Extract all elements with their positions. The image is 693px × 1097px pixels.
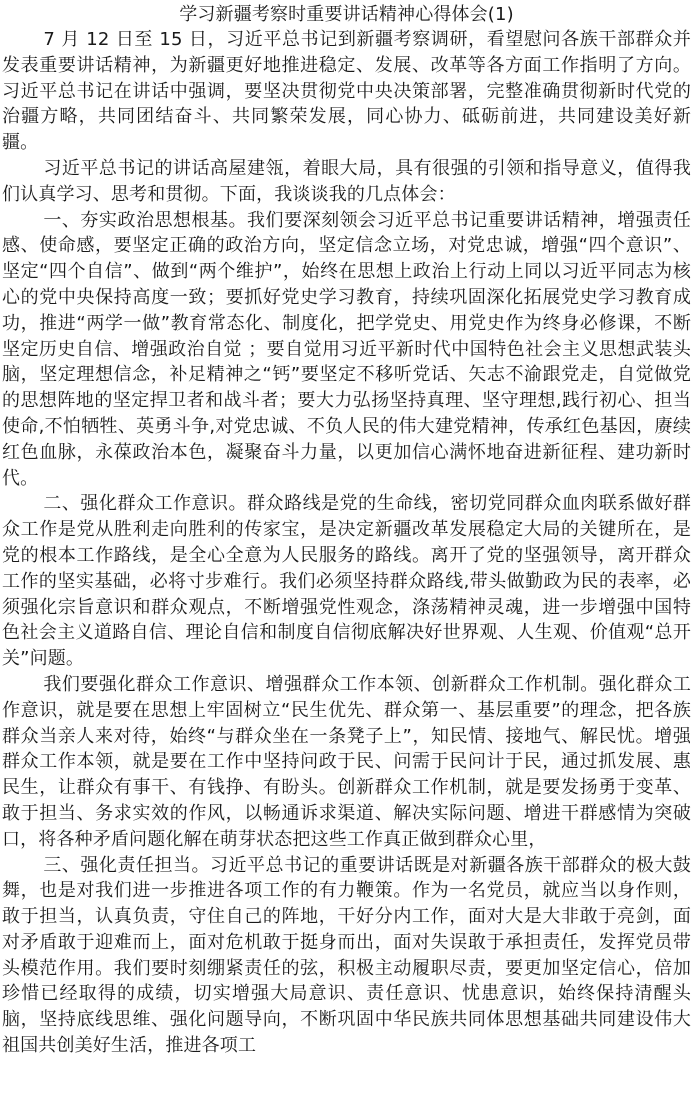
- paragraph-intro: 7 月 12 日至 15 日，习近平总书记到新疆考察调研，看望慰问各族干部群众并发表重要讲话精神，为新疆更好地推进稳定、发展、改革等各方面工作指明了方向。习近平总书记在讲话中强调，要坚决贯彻党中央决策部署，完整准确贯彻新时代党的治疆方略，共同团结奋斗、共同繁荣发展，同心协力、砥砺前进，共同建设美好新疆。: [2, 29, 691, 154]
- paragraph-mass-work: 我们要强化群众工作意识、增强群众工作本领、创新群众工作机制。强化群众工作意识，就是要在思想上牢固树立“民生优先、群众第一、基层重要”的理念，把各族群众当亲人来对待，始终“与群众坐在一条凳子上”，知民情、接地气、解民忧。增强群众工作本领，就是要在工作中坚持问政于民、问需于民问计于民，通过抓发展、惠民生，让群众有事干、有钱挣、有盼头。创新群众工作机制，就是要发扬勇于变革、敢于担当、务求实效的作风，以畅通诉求渠道、解决实际问题、增进干群感情为突破口，将各种矛盾问题化解在萌芽状态把这些工作真正做到群众心里，: [2, 673, 691, 850]
- document-title: 学习新疆考察时重要讲话精神心得体会(1): [179, 4, 514, 25]
- paragraph-point-two: 二、强化群众工作意识。群众路线是党的生命线，密切党同群众血肉联系做好群众工作是党从胜利走向胜利的传家宝，是决定新疆改革发展稳定大局的关键所在，是 党的根本工作路线，是全心全意为人民服务的路线。离开了党的坚强领导，离开群众工作的坚实基础，必将寸步难行。我们必须坚持群众路线,带头做勤政为民的表率，必须强化宗旨意识和群众观点，不断增强党性观念，涤荡精神灵魂，进一步增强中国特色社会主义道路自信、理论自信和制度自信彻底解决好世界观、人生观、价值观“总开关”问题。: [2, 493, 691, 670]
- paragraph-point-three: 三、强化责任担当。习近平总书记的重要讲话既是对新疆各族干部群众的极大鼓舞，也是对我们进一步推进各项工作的有力鞭策。作为一名党员，就应当以身作则，敢于担当，认真负责，守住自己的阵地，干好分内工作，面对大是大非敢于亮剑，面对矛盾敢于迎难而上，面对危机敢于挺身而出，面对失误敢于承担责任，发挥党员带头模范作用。我们要时刻绷紧责任的弦，积极主动履职尽责，要更加坚定信心，倍加珍惜已经取得的成绩，切实增强大局意识、责任意识、忧患意识，始终保持清醒头脑，坚持底线思维、强化问题导向，不断巩固中华民族共同体思想基础共同建设伟大祖国共创美好生活，推进各项工: [2, 854, 691, 1057]
- paragraph-overview: 习近平总书记的讲话高屋建瓴，着眼大局，具有很强的引领和指导意义，值得我们认真学习、思考和贯彻。下面，我谈谈我的几点体会：: [2, 157, 691, 205]
- paragraph-point-one: 一、夯实政治思想根基。我们要深刻领会习近平总书记重要讲话精神，增强责任感、使命感，要坚定正确的政治方向，坚定信念立场，对党忠诚，增强“四个意识”、坚定“四个自信”、做到“两个维护”，始终在思想上政治上行动上同以习近平同志为核心的党中央保持高度一致；要抓好党史学习教育，持续巩固深化拓展党史学习教育成功，推进“两学一做”教育常态化、制度化，把学党史、用党史作为终身必修课，不断坚定历史自信、增强政治自觉 ；要自觉用习近平新时代中国特色社会主义思想武装头脑，坚定理想信念，补足精神之“钙”要坚定不移听党话、矢志不渝跟党走，自觉做党的思想阵地的坚定捍卫者和战斗者；要大力弘扬坚持真理、坚守理想,践行初心、担当使命,不怕牺牲、英勇斗争,对党忠诚、不负人民的伟大建党精神，传承红色基因，赓续红色血脉，永葆政治本色，凝聚奋斗力量，以更加信心满怀地奋进新征程、建功新时代。: [2, 209, 691, 489]
